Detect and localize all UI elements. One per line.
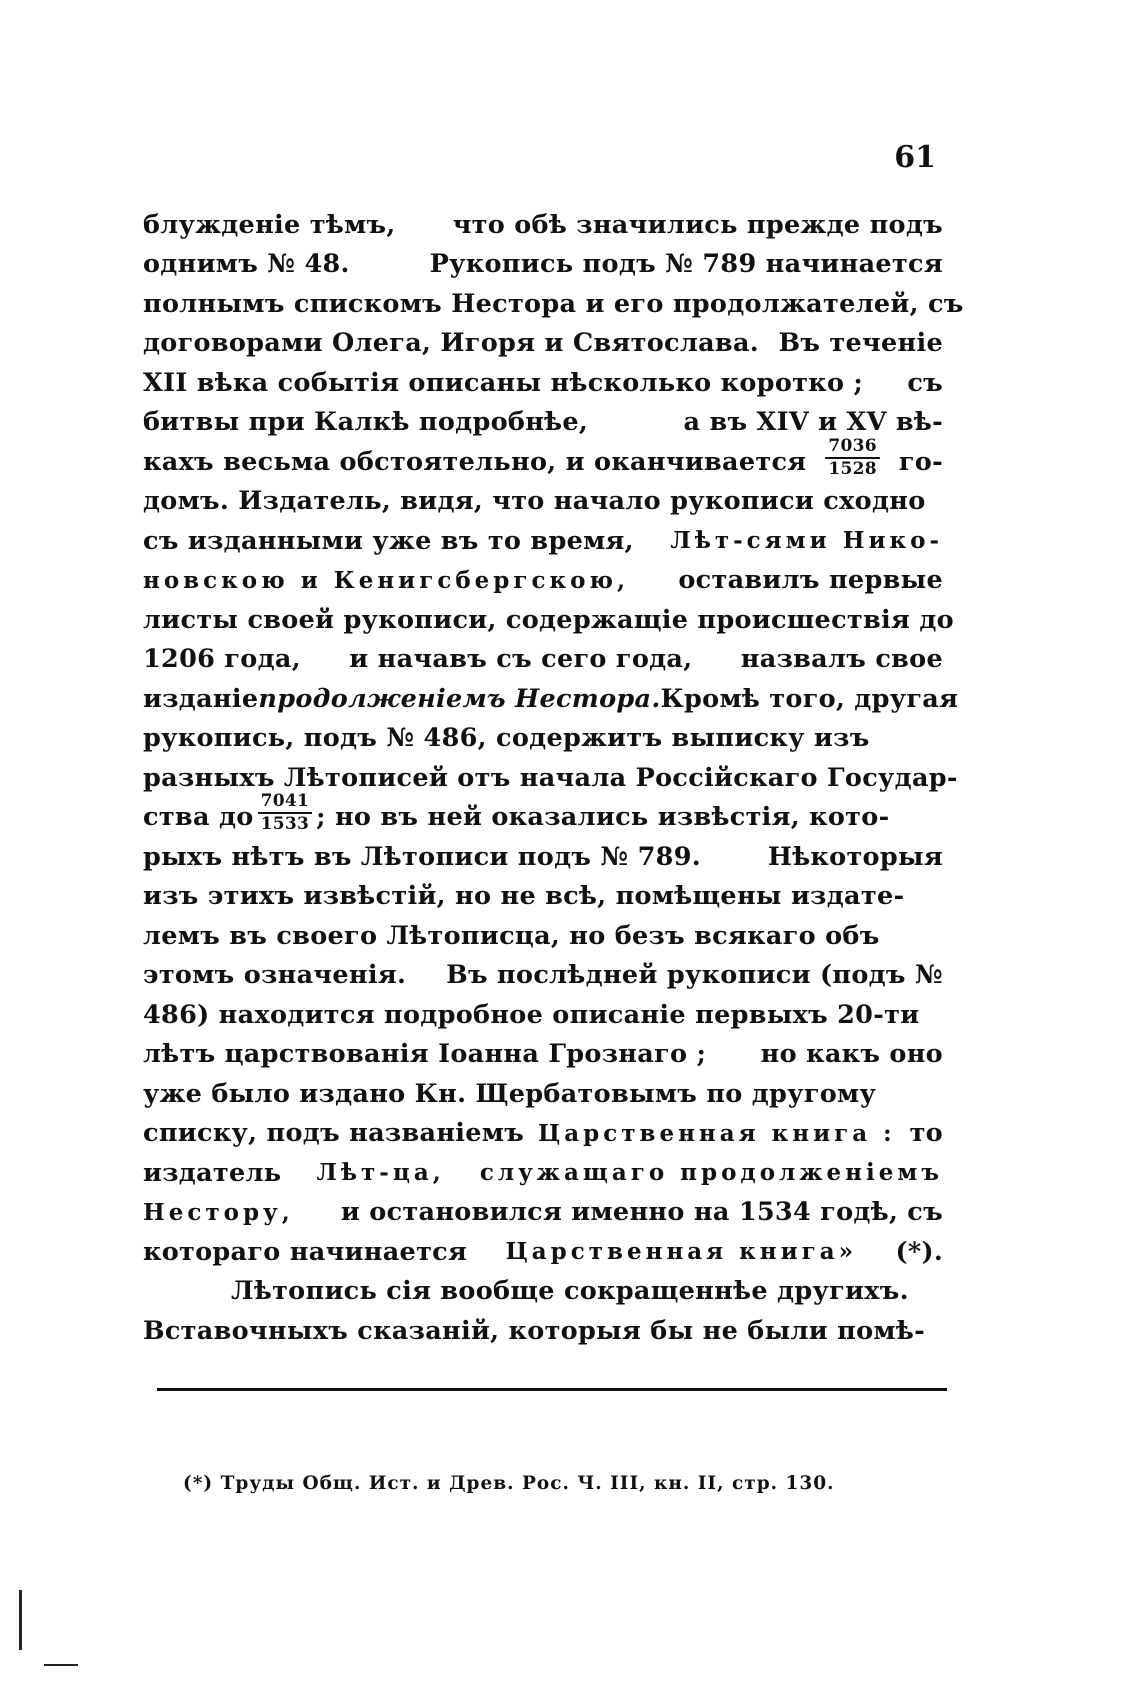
text-line: однимъ № 48. Рукопись подъ № 789 начинается (143, 249, 943, 280)
text-line: листы своей рукописи, содержащіе происшествія до (143, 604, 954, 635)
text-line: рыхъ нѣтъ въ Лѣтописи подъ № 789. Нѣкоторыя (143, 841, 943, 872)
text-line: битвы при Калкѣ подробнѣе, а въ XIV и XV вѣ- (143, 407, 943, 438)
text-line: ства до $\frac{7041}{1533}$ ; но въ ней оказались извѣстія, кото- (143, 791, 890, 835)
text-line: полнымъ спискомъ Нестора и его продолжателей, съ (143, 288, 964, 319)
text-line: изъ этихъ извѣстій, но не всѣ, помѣщены издате- (143, 881, 905, 912)
text-line: договорами Олега, Игоря и Святослава. Въ теченіе (143, 328, 943, 359)
text-line: кахъ весьма обстоятельно, и оканчивается $\frac{7036}{1528}$ го- (143, 435, 943, 479)
text-line: Вставочныхъ сказаній, которыя бы не были помѣ- (143, 1315, 925, 1346)
body-text (143, 205, 964, 1351)
text-line: издатель Лѣт-ца, служащаго продолженіемъ (143, 1157, 943, 1188)
text-line: Лѣтопись сія вообще сокращеннѣе другихъ. (231, 1276, 909, 1307)
date-fraction: $\frac{7036}{1528}$ (825, 438, 880, 478)
text-line: списку, подъ названіемъ Царственная книга : то (143, 1118, 943, 1149)
page-number: 61 (894, 140, 936, 175)
text-line: лемъ въ своего Лѣтописца, но безъ всякаго объ (143, 920, 880, 951)
text-line: лѣтъ царствованія Іоанна Грознаго ; но какъ оно (143, 1039, 943, 1070)
text-line: рукопись, подъ № 486, содержитъ выписку изъ (143, 723, 870, 754)
text-line: съ изданными уже въ то время, Лѣт-сями Нико- (143, 525, 943, 556)
text-line: разныхъ Лѣтописей отъ начала Россійскаго Государ- (143, 762, 958, 793)
text-line: котораго начинается Царственная книга» (*). (143, 1236, 943, 1267)
text-line: 486) находится подробное описаніе первыхъ 20-ти (143, 999, 920, 1030)
text-line: XII вѣка событія описаны нѣсколько коротко ; съ (143, 367, 943, 398)
text-line: Нестору, и остановился именно на 1534 годѣ, съ (143, 1197, 943, 1228)
footnote-divider (157, 1388, 947, 1391)
text-line: новскою и Кенигсбергскою, оставилъ первые (143, 565, 943, 596)
text-line: изданіе продолженіемъ Нестора. Кромѣ того, другая (143, 683, 959, 714)
text-line: этомъ означенія. Въ послѣдней рукописи (подъ № (143, 960, 943, 991)
text-line: домъ. Издатель, видя, что начало рукописи сходно (143, 486, 926, 517)
footnote: (*) Труды Общ. Ист. и Древ. Рос. Ч. III, кн. II, стр. 130. (183, 1473, 835, 1494)
text-line: 1206 года, и начавъ съ сего года, назвалъ свое (143, 644, 943, 675)
margin-mark (19, 1590, 22, 1650)
text-line: блужденіе тѣмъ, что обѣ значились прежде подъ (143, 209, 943, 240)
margin-mark (44, 1664, 78, 1666)
date-fraction: $\frac{7041}{1533}$ (258, 793, 313, 833)
text-line: уже было издано Кн. Щербатовымъ по другому (143, 1078, 877, 1109)
